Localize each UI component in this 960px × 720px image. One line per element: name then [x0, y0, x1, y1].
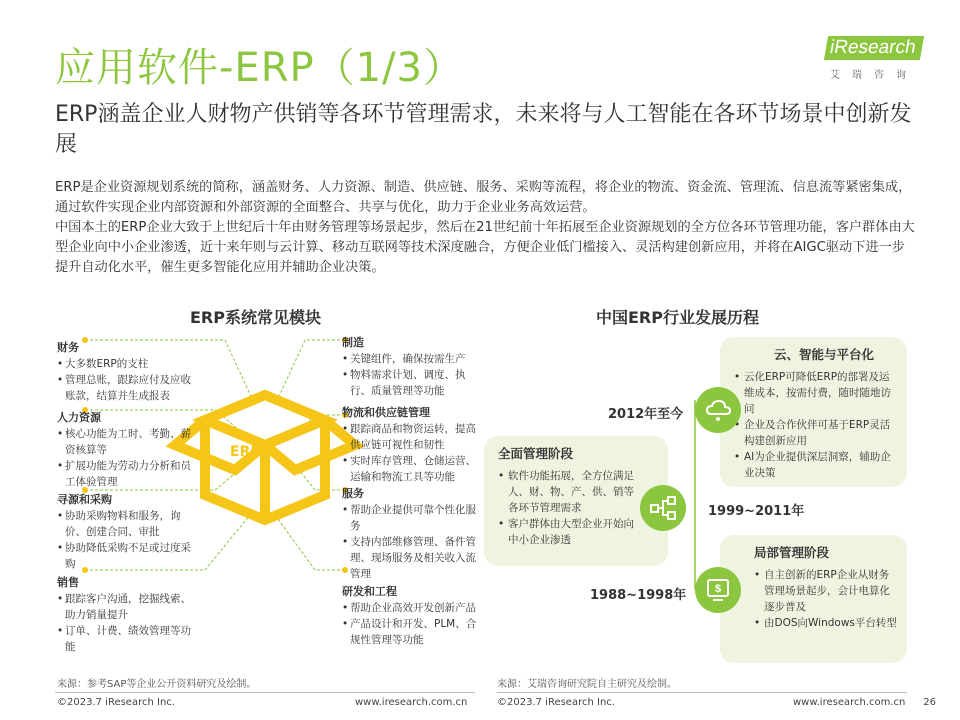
- module-item: • 管理总账，跟踪应付及应收账款，结算并生成报表: [57, 372, 197, 404]
- module-item: • 产品设计和开发、PLM、合规性管理等功能: [342, 616, 477, 648]
- footer-url-right[interactable]: www.iresearch.com.cn: [793, 697, 906, 708]
- right-source: 来源：艾瑞咨询研究院自主研究及绘制。: [497, 679, 677, 690]
- module-supply-chain-title: 物流和供应链管理: [342, 406, 430, 419]
- stage-item: • 软件功能拓展，全方位满足人、财、物、产、供、销等各环节管理需求: [498, 468, 636, 516]
- module-item: • 大多数ERP的支柱: [57, 356, 197, 372]
- left-source: 来源：参考SAP等企业公开资料研究及绘制。: [57, 679, 257, 690]
- stage-partial-box: [720, 535, 907, 663]
- footer-copyright-left: ©2023.7 iResearch Inc.: [57, 697, 175, 708]
- logo-sub: 艾瑞咨询: [830, 70, 918, 81]
- module-sales: [57, 575, 197, 655]
- network-icon: [640, 485, 686, 531]
- module-rnd-title: 研发和工程: [342, 585, 397, 598]
- dollar-screen-icon: [695, 567, 741, 613]
- stage-partial-title: 局部管理阶段: [754, 545, 830, 560]
- stage-item: • 由DOS向Windows平台转型: [754, 615, 897, 631]
- module-manufacturing-title: 制造: [342, 336, 364, 349]
- year-1988: 1988~1998年: [590, 588, 687, 603]
- module-item: • 协助采购物料和服务，询价、创建合同、审批: [57, 508, 197, 540]
- module-item: • 跟踪客户沟通，挖掘线索、助力销量提升: [57, 591, 197, 623]
- module-hr: [57, 410, 197, 490]
- module-supply-chain: [342, 405, 477, 485]
- body-text: [55, 178, 915, 278]
- erp-box-icon: [175, 395, 355, 520]
- page-subtitle: ERP涵盖企业人财物产供销等各环节管理需求，未来将与人工智能在各环节场景中创新发展: [55, 102, 912, 157]
- module-item: • 协助降低采购不足或过度采购: [57, 540, 197, 572]
- module-item: • 跟踪商品和物资运转，提高供应链可视性和韧性: [342, 421, 477, 453]
- page-number: 26: [923, 697, 936, 708]
- stage-cloud-box: [720, 337, 907, 487]
- page-title: 应用软件-ERP（1/3）: [55, 45, 464, 91]
- stage-item: • 企业及合作伙伴可基于ERP灵活构建创新应用: [734, 417, 897, 449]
- module-sales-title: 销售: [57, 576, 79, 589]
- module-item: • 核心功能为工时、考勤、薪资核算等: [57, 426, 197, 458]
- year-1999: 1999~2011年: [708, 504, 805, 519]
- module-rnd: [342, 584, 477, 648]
- module-item: • 帮助企业高效开发创新产品: [342, 600, 477, 616]
- stage-full-title: 全面管理阶段: [498, 446, 574, 461]
- footer-divider-right: [497, 692, 907, 693]
- module-hr-title: 人力资源: [57, 411, 101, 424]
- module-procurement-title: 寻源和采购: [57, 493, 112, 506]
- module-service: [342, 486, 477, 582]
- footer-divider-left: [55, 692, 475, 693]
- stage-item: • 客户群体由大型企业开始向中小企业渗透: [498, 516, 636, 548]
- module-item: • 物料需求计划、调度、执行、质量管理等功能: [342, 367, 477, 399]
- svg-text:$: $: [714, 583, 722, 595]
- stage-item: • AI为企业提供深层洞察，辅助企业决策: [734, 449, 897, 481]
- module-finance: [57, 340, 197, 404]
- module-procurement: [57, 492, 197, 572]
- footer-url-left[interactable]: www.iresearch.com.cn: [355, 697, 468, 708]
- module-finance-title: 财务: [57, 341, 79, 354]
- module-item: • 扩展功能为劳动力分析和员工体验管理: [57, 458, 197, 490]
- module-item: • 实时库存管理、仓储运营、运输和物流工具等功能: [342, 453, 477, 485]
- logo-brand: iResearch: [824, 36, 924, 60]
- module-item: • 支持内部维修管理、备件管理、现场服务及相关收入流管理: [342, 534, 477, 582]
- erp-modules-title: ERP系统常见模块: [190, 308, 321, 327]
- body-paragraph-1: ERP是企业资源规划系统的简称，涵盖财务、人力资源、制造、供应链、服务、采购等流程，将企业的物流、资金流、管理流、信息流等紧密集成，通过软件实现企业内部资源和外部资源的全面整合、共享与优化，助力于企业业务高效运营。: [55, 180, 912, 215]
- cloud-icon: [695, 387, 741, 433]
- module-item: • 订单、计费、绩效管理等功能: [57, 623, 197, 655]
- stage-cloud-title: 云、智能与平台化: [774, 347, 875, 362]
- body-paragraph-2: 中国本土的ERP企业大致于上世纪后十年由财务管理等场景起步，然后在21世纪前十年拓展至企业资源规划的全方位各环节管理功能，客户群体由大型企业向中小企业渗透，近十来年则与云计算、移动互联网等技术深度融合，方便企业低门槛接入、灵活构建创新应用，并将在AIGC驱动下进一步提升自动化水平，催生更多智能化应用并辅助企业决策。: [55, 220, 915, 275]
- history-title: 中国ERP行业发展历程: [596, 308, 759, 327]
- stage-item: • 云化ERP可降低ERP的部署及运维成本，按需付费，随时随地访问: [734, 369, 897, 417]
- module-item: • 帮助企业提供可靠个性化服务: [342, 502, 477, 534]
- module-item: • 关键组件，确保按需生产: [342, 351, 477, 367]
- stage-item: • 自主创新的ERP企业从财务管理场景起步，会计电算化逐步普及: [754, 567, 897, 615]
- module-manufacturing: [342, 335, 477, 399]
- footer-copyright-right: ©2023.7 iResearch Inc.: [497, 697, 615, 708]
- iresearch-logo: [826, 36, 926, 84]
- year-2012: 2012年至今: [608, 407, 684, 422]
- erp-box-label: ERP: [230, 444, 261, 460]
- module-service-title: 服务: [342, 487, 364, 500]
